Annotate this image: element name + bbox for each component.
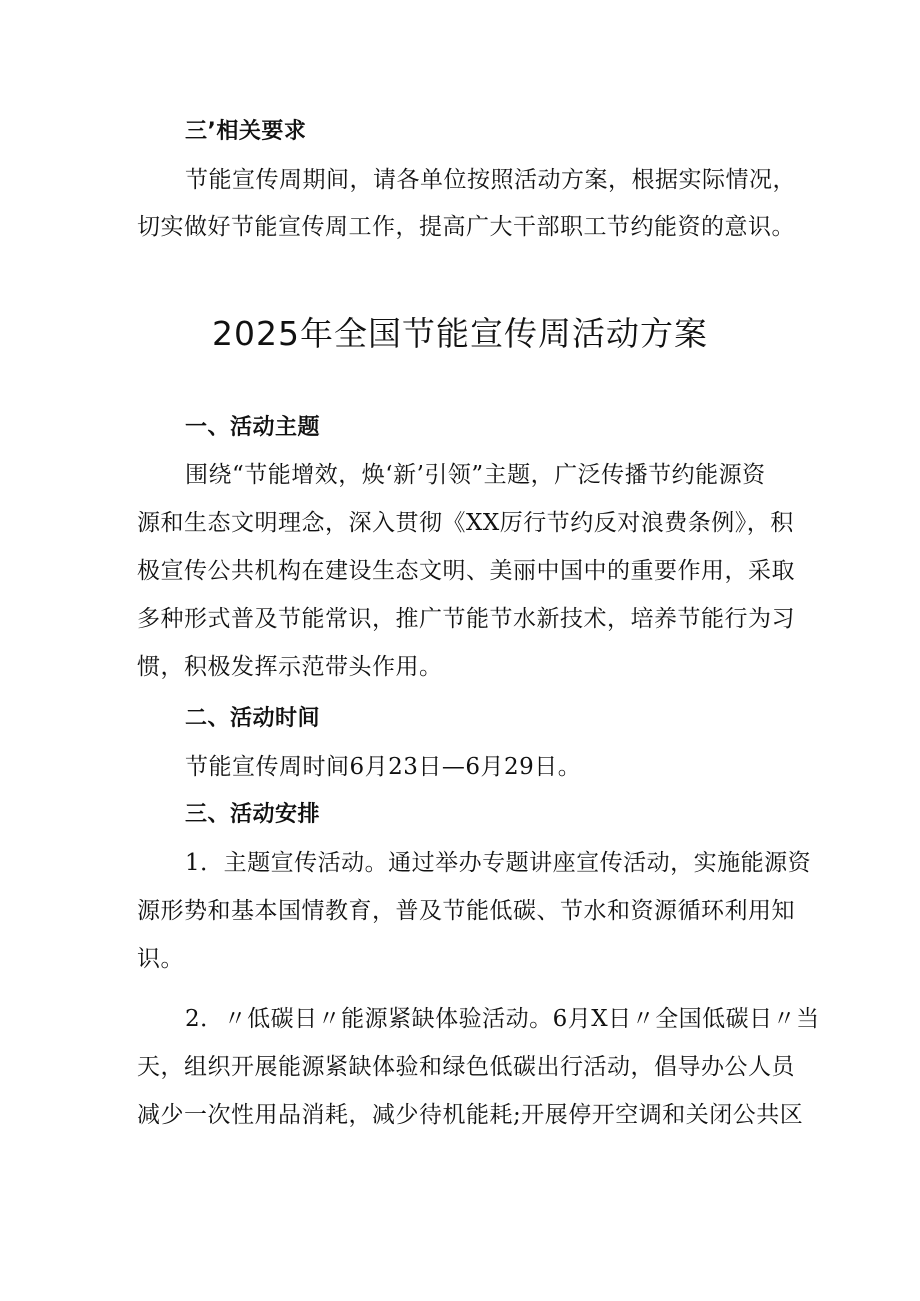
section-heading-arrangement: 三、活动安排 xyxy=(185,802,321,827)
section-heading-time: 二、活动时间 xyxy=(185,706,321,731)
paragraph-line: 惯，积极发挥示范带头作用。 xyxy=(137,654,443,680)
prev-section-heading: 三’相关要求 xyxy=(185,119,307,144)
list-item-line: 2．〃低碳日〃能源紧缺体验活动。6月X日〃全国低碳日〃当 xyxy=(185,1006,820,1032)
list-item-line: 源形势和基本国情教育，普及节能低碳、节水和资源循环利用知 xyxy=(137,898,795,924)
paragraph-line: 节能宣传周时间6月23日—6月29日。 xyxy=(185,754,582,780)
section-heading-theme: 一、活动主题 xyxy=(185,415,321,440)
list-item-line: 1．主题宣传活动。通过举办专题讲座宣传活动，实施能源资 xyxy=(185,850,812,876)
list-item-line: 识。 xyxy=(137,946,184,972)
paragraph-line: 围绕“节能增效，焕‘新’引领”主题，广泛传播节约能源资 xyxy=(185,462,766,488)
list-item-line: 减少一次性用品消耗，减少待机能耗;开展停开空调和关闭公共区 xyxy=(137,1102,804,1128)
paragraph-line: 多种形式普及节能常识，推广节能节水新技术，培养节能行为习 xyxy=(137,606,795,632)
paragraph-line: 节能宣传周期间，请各单位按照活动方案，根据实际情况， xyxy=(185,167,796,193)
paragraph-line: 切实做好节能宣传周工作，提高广大干部职工节约能资的意识。 xyxy=(137,214,795,240)
paragraph-line: 极宣传公共机构在建设生态文明、美丽中国中的重要作用，采取 xyxy=(137,558,795,584)
paragraph-line: 源和生态文明理念，深入贯彻《XX厉行节约反对浪费条例》，积 xyxy=(137,510,794,536)
document-title: 2025年全国节能宣传周活动方案 xyxy=(212,314,708,353)
list-item-line: 天，组织开展能源紧缺体验和绿色低碳出行活动，倡导办公人员 xyxy=(137,1054,795,1080)
